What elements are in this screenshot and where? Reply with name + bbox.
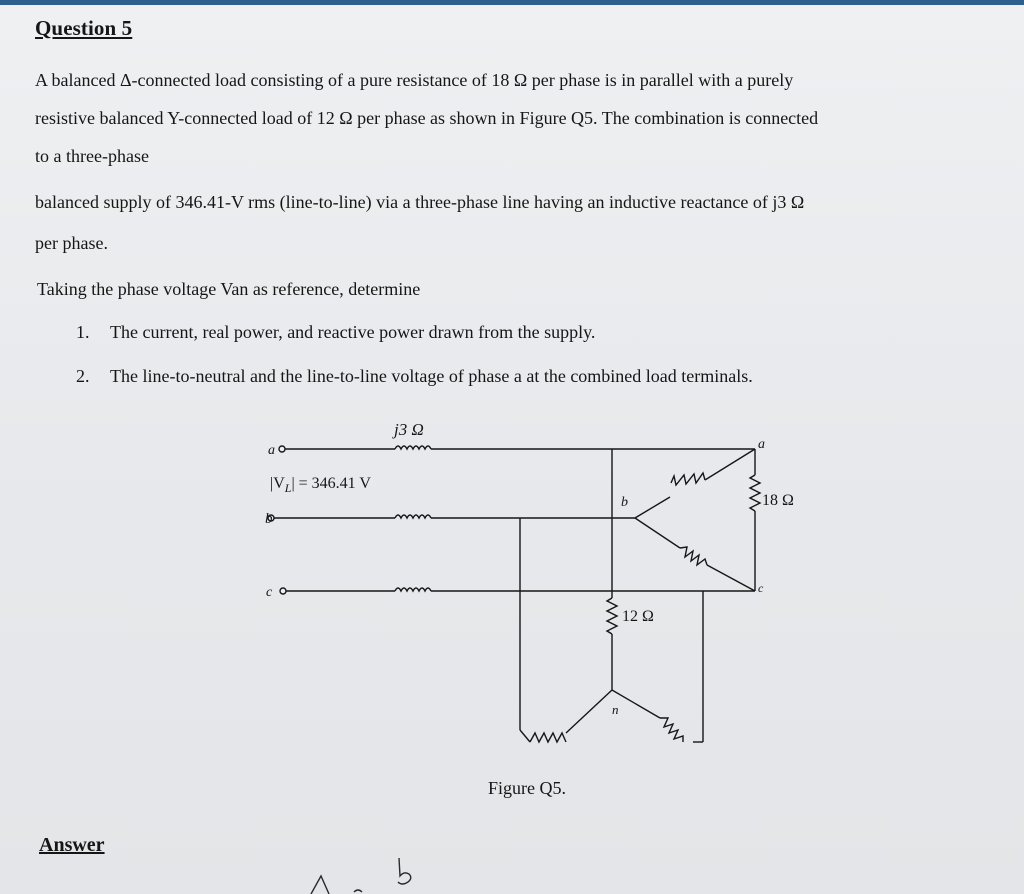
wye-resistor-a (607, 598, 617, 634)
item1-number: 1. (76, 322, 90, 342)
terminal-c (280, 588, 286, 594)
delta-resistor-bc (680, 547, 707, 565)
top-bar (0, 0, 1024, 5)
delta-resistance-label: 18 Ω (762, 492, 794, 509)
para1-line1: A balanced Δ-connected load consisting of a pure resistance of 18 Ω per phase is in parallel with a purely (35, 70, 794, 90)
question-title: Question 5 (35, 16, 133, 40)
handwritten-marks (300, 850, 420, 894)
para1-line2: resistive balanced Y-connected load of 12 Ω per phase as shown in Figure Q5. The combination is connected (35, 108, 819, 128)
voltage-label-end: | = 346.41 V (291, 475, 371, 492)
handwritten-digit (398, 858, 411, 884)
question-intro: Taking the phase voltage Van as reference, determine (37, 279, 421, 299)
delta-node-a: a (758, 437, 765, 452)
para2-line1: balanced supply of 346.41-V rms (line-to-line) via a three-phase line having an inductive reactance of j3 Ω (35, 192, 805, 212)
voltage-label-start: |V (270, 475, 285, 492)
delta-node-c: c (758, 581, 764, 595)
delta-resistor-ac (750, 475, 760, 511)
handwritten-triangle (311, 876, 329, 894)
delta-resistor-ab (671, 473, 705, 485)
answer-label: Answer (39, 834, 105, 856)
neutral-label: n (612, 702, 619, 717)
voltage-label-subscript: L (284, 481, 292, 495)
source-c-label: c (266, 585, 273, 600)
item2-text: The line-to-neutral and the line-to-line voltage of phase a at the combined load terminals. (110, 366, 753, 386)
line-b-inductor (395, 515, 431, 518)
line-a-inductor (395, 446, 431, 449)
wye-resistor-c (660, 718, 683, 742)
wye-resistance-label: 12 Ω (622, 608, 654, 625)
source-a-label: a (268, 443, 275, 458)
voltage-label (270, 475, 371, 495)
terminal-a (279, 446, 285, 452)
item2-number: 2. (76, 366, 90, 386)
reactance-label: j3 Ω (394, 420, 424, 439)
figure-caption: Figure Q5. (488, 778, 566, 798)
wye-resistor-b (530, 733, 566, 742)
source-b-label: b (265, 511, 273, 527)
circuit-diagram (240, 410, 820, 760)
handwritten-small-mark (354, 890, 362, 892)
para1-line3: to a three-phase (35, 146, 149, 166)
item1-text: The current, real power, and reactive power drawn from the supply. (110, 322, 596, 342)
para2-line2: per phase. (35, 233, 108, 253)
delta-node-b: b (621, 495, 628, 510)
line-c-inductor (395, 588, 431, 591)
